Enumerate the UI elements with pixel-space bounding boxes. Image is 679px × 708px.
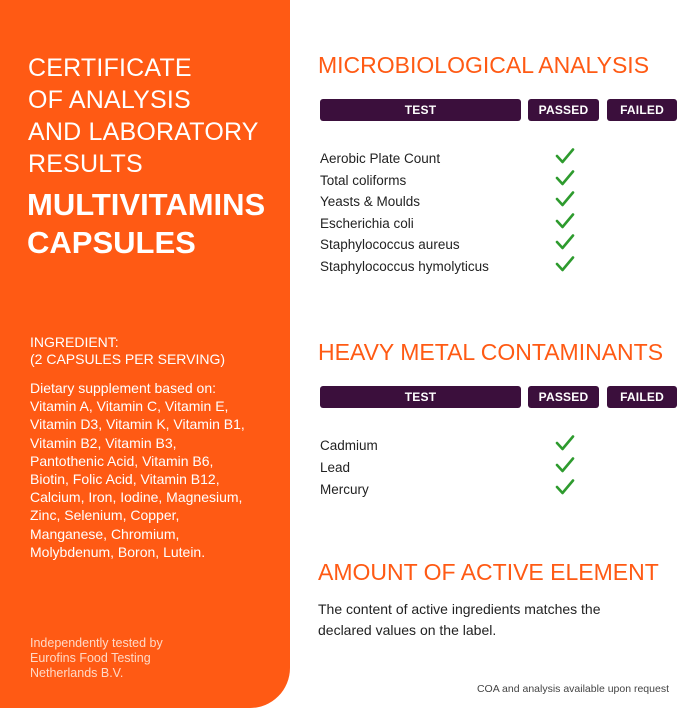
metals-row-label: Cadmium bbox=[320, 438, 378, 453]
active-section-title: AMOUNT OF ACTIVE ELEMENT bbox=[318, 559, 659, 585]
cert-title-line: OF ANALYSIS bbox=[28, 86, 191, 114]
cert-title-line: CERTIFICATE bbox=[28, 54, 192, 82]
check-icon bbox=[555, 233, 575, 251]
coa-availability-note: COA and analysis available upon request bbox=[476, 683, 669, 695]
product-name-line: CAPSULES bbox=[27, 225, 196, 260]
cert-title-line: AND LABORATORY bbox=[28, 118, 259, 146]
check-icon bbox=[555, 212, 575, 230]
check-icon bbox=[555, 478, 575, 496]
micro-row-label: Yeasts & Moulds bbox=[320, 194, 421, 209]
micro-row-label: Escherichia coli bbox=[320, 216, 414, 231]
ingredient-heading-line: (2 CAPSULES PER SERVING) bbox=[30, 351, 226, 367]
micro-header-failed: FAILED bbox=[607, 99, 677, 121]
metals-section-title: HEAVY METAL CONTAMINANTS bbox=[318, 339, 664, 365]
check-icon bbox=[555, 434, 575, 452]
ingredient-list: Dietary supplement based on: Vitamin A, Vitamin C, Vitamin E, Vitamin D3, Vitamin K, Vitamin B1, Vitamin B2, Vitamin B3, Pantothenic Acid, Vitamin B6, Biotin, Folic Acid, Vitamin B12, Calcium, Iron, Iodine, Magnesium, Zinc, Selenium, Copper, Manganese, Chromium, Molybdenum, Boron, Lutein. bbox=[30, 380, 245, 560]
micro-section-title: MICROBIOLOGICAL ANALYSIS bbox=[318, 52, 650, 78]
product-name-line: MULTIVITAMINS bbox=[27, 187, 266, 222]
testing-lab-note bbox=[30, 636, 230, 681]
testing-lab-line: Netherlands B.V. bbox=[30, 666, 124, 680]
testing-lab-line: Eurofins Food Testing bbox=[30, 651, 151, 665]
metals-row-label: Mercury bbox=[320, 482, 369, 497]
ingredient-heading-line: INGREDIENT: bbox=[30, 334, 119, 350]
micro-header-passed: PASSED bbox=[528, 99, 599, 121]
ingredient-heading bbox=[30, 334, 280, 368]
certificate-title bbox=[28, 52, 283, 180]
micro-row-label: Total coliforms bbox=[320, 173, 407, 188]
testing-lab-line: Independently tested by bbox=[30, 636, 163, 650]
check-icon bbox=[555, 456, 575, 474]
metals-header-failed: FAILED bbox=[607, 386, 677, 408]
active-element-text: The content of active ingredients matches the declared values on the label. bbox=[318, 601, 601, 638]
micro-row-label: Aerobic Plate Count bbox=[320, 151, 441, 166]
check-icon bbox=[555, 169, 575, 187]
check-icon bbox=[555, 190, 575, 208]
check-icon bbox=[555, 147, 575, 165]
micro-row-label: Staphylococcus aureus bbox=[320, 237, 460, 252]
check-icon bbox=[555, 255, 575, 273]
metals-header-passed: PASSED bbox=[528, 386, 599, 408]
cert-title-line: RESULTS bbox=[28, 150, 143, 178]
micro-row-label: Staphylococcus hymolyticus bbox=[320, 259, 489, 274]
left-panel bbox=[0, 0, 290, 708]
product-name bbox=[27, 186, 289, 262]
micro-header-test: TEST bbox=[320, 99, 521, 121]
metals-row-label: Lead bbox=[320, 460, 351, 475]
metals-header-test: TEST bbox=[320, 386, 521, 408]
